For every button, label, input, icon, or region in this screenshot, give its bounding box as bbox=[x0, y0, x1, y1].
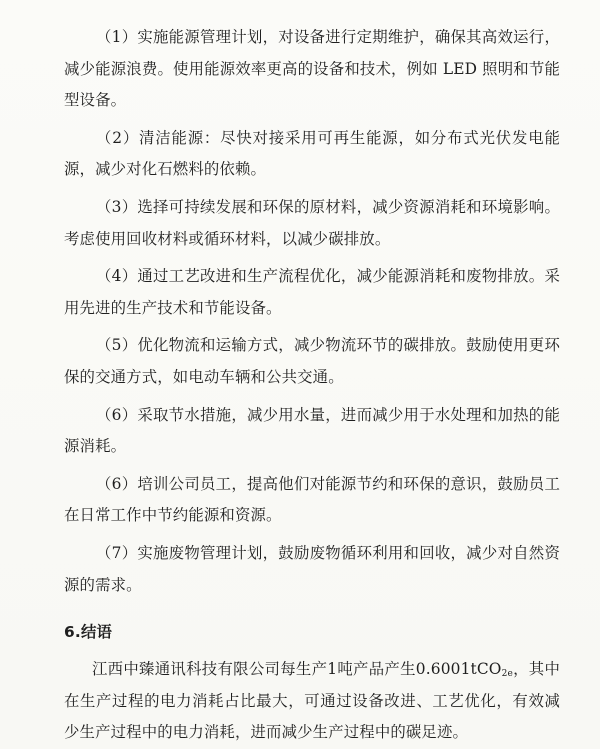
measure-item-1: （1）实施能源管理计划，对设备进行定期维护，确保其高效运行，减少能源浪费。使用能源效率更高的设备和技术，例如 LED 照明和节能型设备。 bbox=[64, 28, 560, 110]
measure-item-7: （6）培训公司员工，提高他们对能源节约和环保的意识，鼓励员工在日常工作中节约能源和资源。 bbox=[64, 474, 560, 525]
co2e-subscript: 2e bbox=[501, 669, 513, 680]
measure-item-3: （3）选择可持续发展和环保的原材料，减少资源消耗和环境影响。考虑使用回收材料或循环材料，以减少碳排放。 bbox=[64, 197, 560, 248]
conclusion-paragraph bbox=[64, 654, 560, 749]
measure-item-4: （4）通过工艺改进和生产流程优化，减少能源消耗和废物排放。采用先进的生产技术和节能设备。 bbox=[64, 267, 560, 317]
measure-item-6: （6）采取节水措施，减少用水量，进而减少用于水处理和加热的能源消耗。 bbox=[64, 405, 560, 456]
conclusion-text-end: ，其中在生产过程的电力消耗占比最大，可通过设备改进、工艺优化，有效减少生产过程中的电力消耗，进而减少生产过程中的碳足迹。 bbox=[64, 660, 560, 742]
conclusion-text-start: 江西中臻通讯科技有限公司每生产1吨产品产生0.6001tCO bbox=[92, 660, 502, 679]
measure-item-2: （2）清洁能源：尽快对接采用可再生能源，如分布式光伏发电能源，减少对化石燃料的依赖。 bbox=[64, 128, 560, 179]
section-heading-conclusion: 6.结语 bbox=[64, 623, 113, 642]
measure-item-5: （5）优化物流和运输方式，减少物流环节的碳排放。鼓励使用更环保的交通方式，如电动车辆和公共交通。 bbox=[64, 336, 560, 386]
measure-item-8: （7）实施废物管理计划，鼓励废物循环利用和回收，减少对自然资源的需求。 bbox=[64, 543, 560, 594]
